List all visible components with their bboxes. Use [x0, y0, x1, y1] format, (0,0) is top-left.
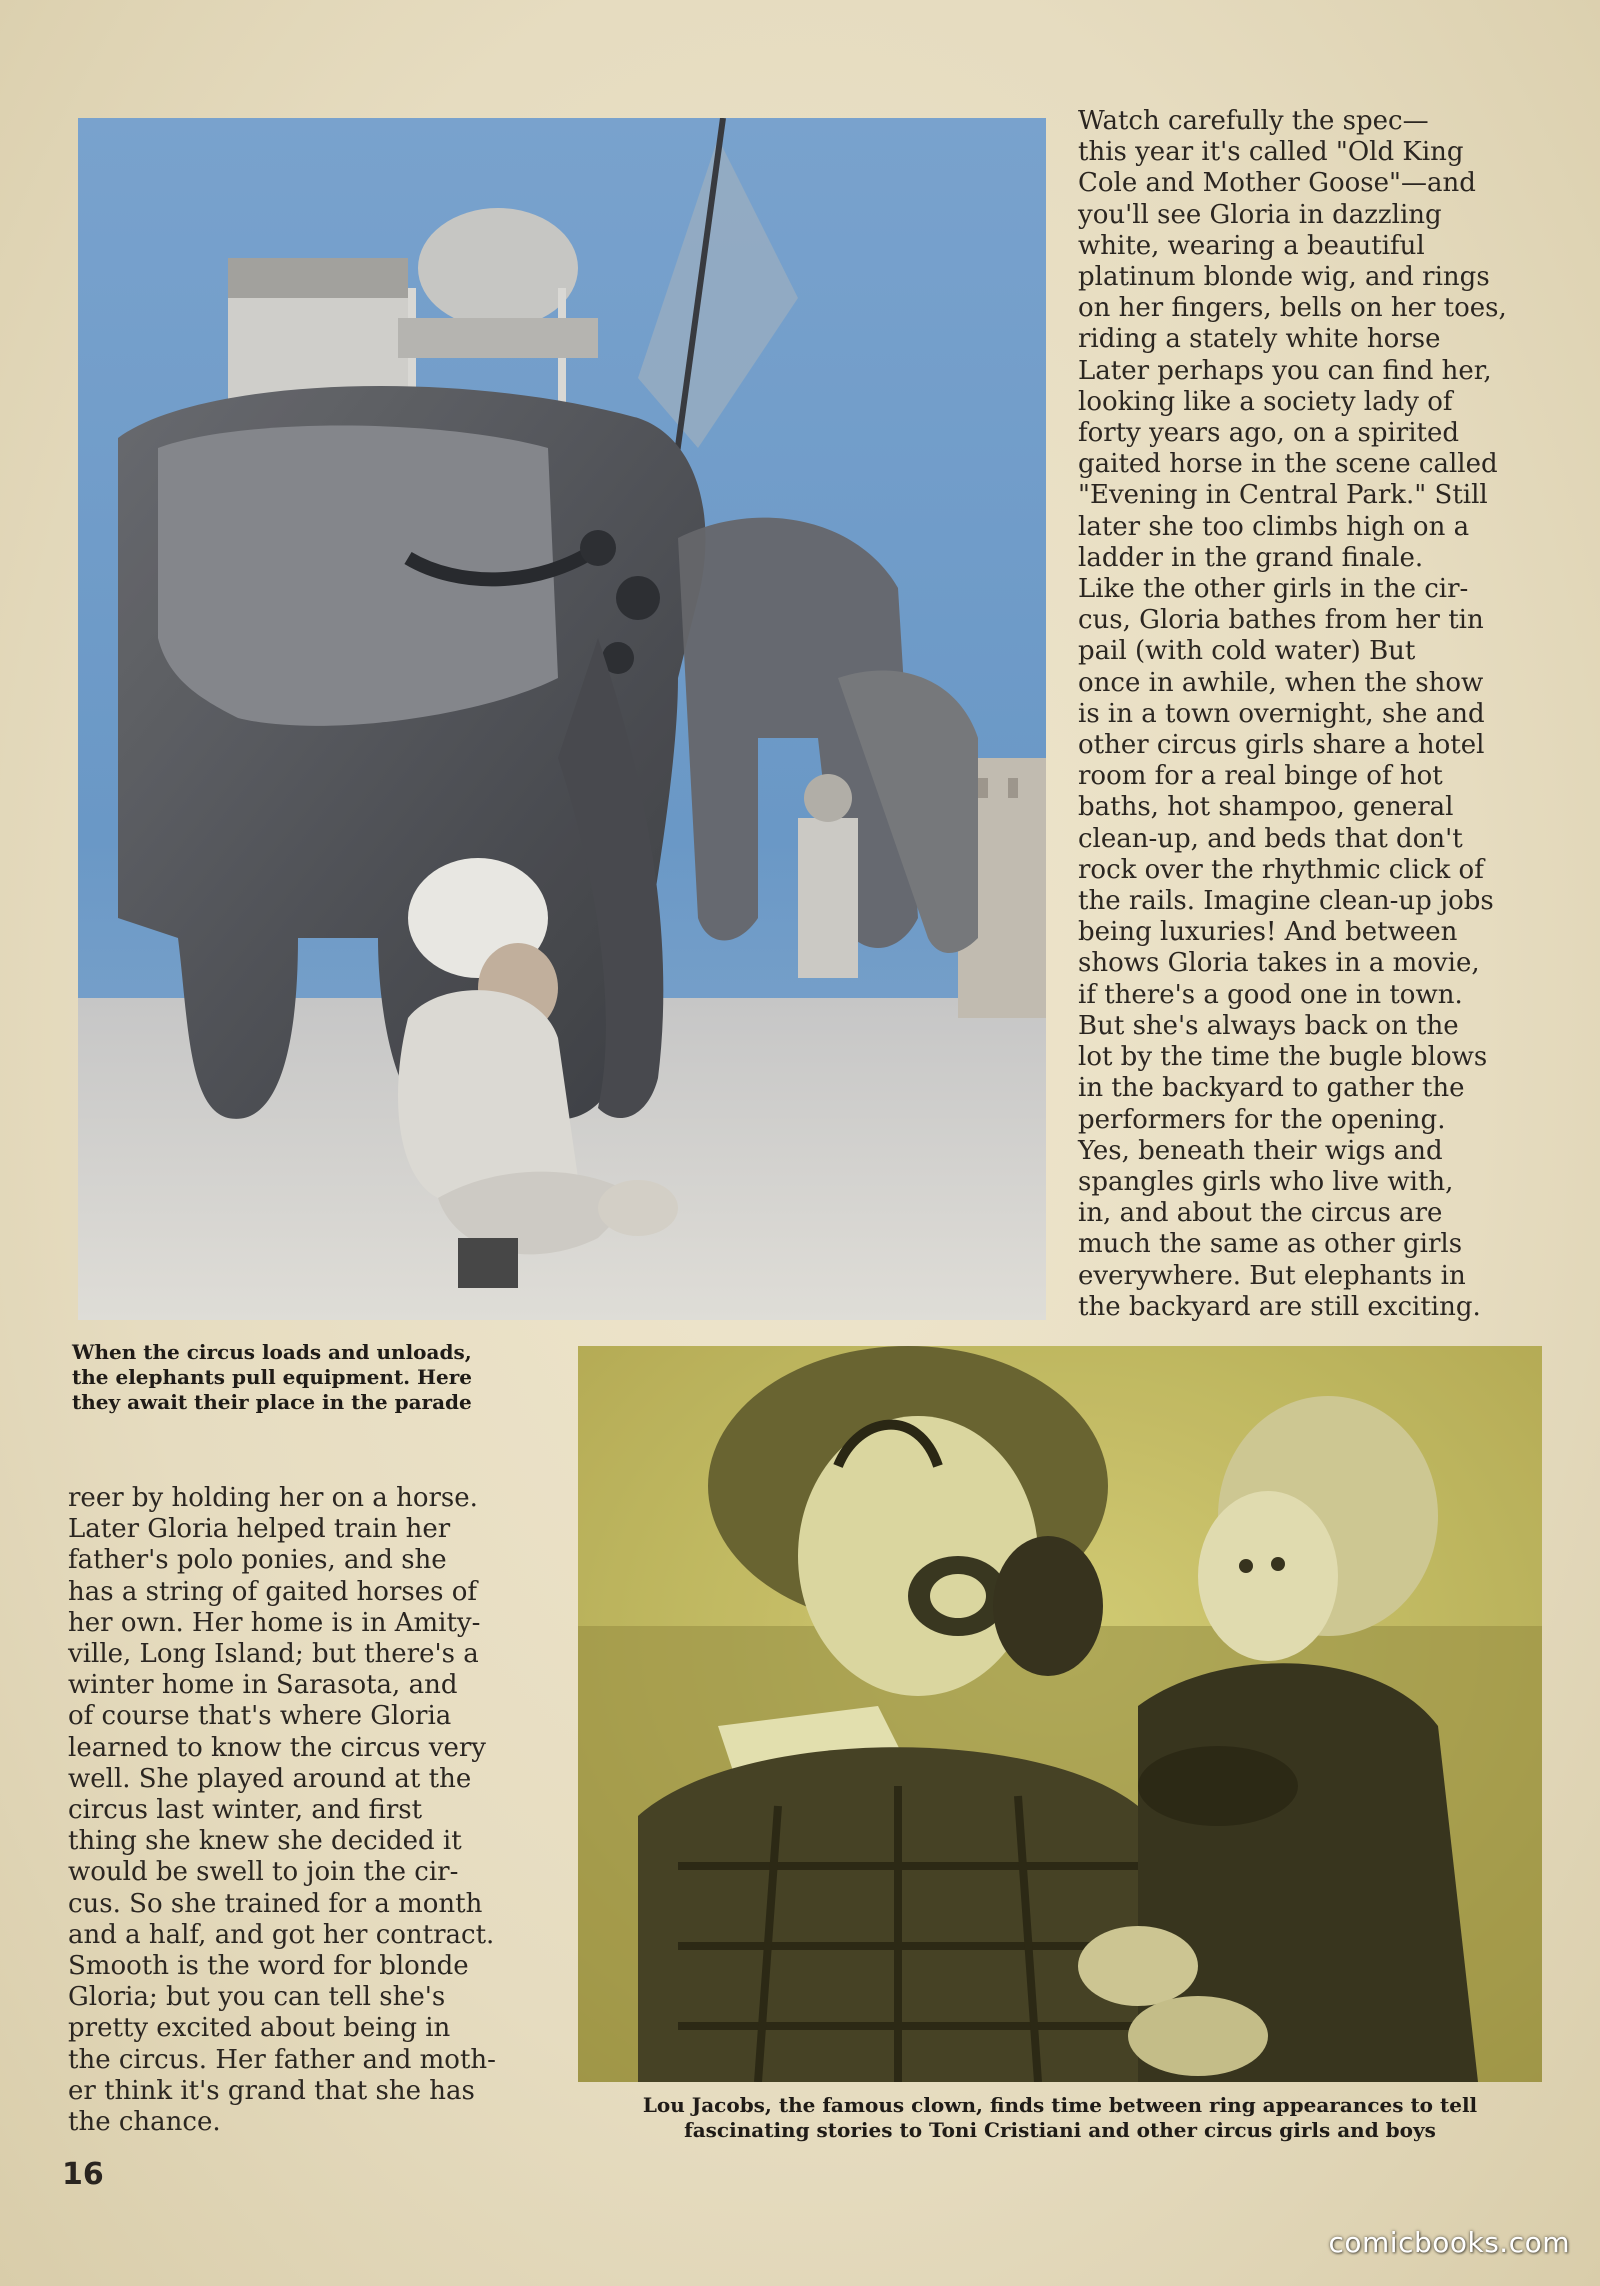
clown-photo-image [578, 1346, 1542, 2082]
right-text-column [1078, 106, 1548, 1323]
watermark-text: comicbooks.com [1328, 2226, 1570, 2259]
paragraph-gloria-background: reer by holding her on a horse. Later Gloria helped train her father's polo ponies, and she has a string of gaited horses of her own. Her home is in Amity- ville, Long Island; but there's a winter home in Sarasota, and of course that's where Gloria learned to know the circus very well. She played around at the circus last winter, and first thing she knew she decided it would be swell to join the cir- cus. So she trained for a month and a half, and got her contract. Smooth is the word for blonde Gloria; but you can tell she's pretty excited about being in the circus. Her father and moth- er think it's grand that she has the chance. [68, 1483, 496, 2138]
paragraph-bathing: Like the other girls in the cir- cus, Gloria bathes from her tin pail (with cold water) But once in awhile, when the show is in a town overnight, she and other circus girls share a hotel room for a real binge of hot baths, hot shampoo, general clean-up, and beds that don't rock over the rhythmic click of the rails. Imagine clean-up jobs being luxuries! And between shows Gloria takes in a movie, if there's a good one in town. But she's always back on the lot by the time the bugle blows in the backyard to gather the performers for the opening. [1078, 574, 1494, 1135]
elephants-photo-image [78, 118, 1046, 1320]
page-number: 16 [62, 2157, 104, 2192]
clown-caption: Lou Jacobs, the famous clown, finds time between ring appearances to tell fascinating stories to Toni Cristiani and other circus girls and boys [642, 2093, 1478, 2142]
elephants-photo [78, 118, 1046, 1320]
elephants-caption: When the circus loads and unloads, the elephants pull equipment. Here they await their place in the parade [72, 1340, 472, 1414]
paragraph-conclusion: Yes, beneath their wigs and spangles girls who live with, in, and about the circus are much the same as other girls everywhere. But elephants in the backyard are still exciting. [1078, 1135, 1481, 1322]
clown-photo [578, 1346, 1542, 2082]
left-text-column [68, 1483, 530, 2138]
paragraph-spec: Watch carefully the spec— this year it's called "Old King Cole and Mother Goose"—and you'll see Gloria in dazzling white, wearing a beautiful platinum blonde wig, and rings on her fingers, bells on her toes, riding a stately white horse Later perhaps you can find her, looking like a society lady of forty years ago, on a spirited gaited horse in the scene called "Evening in Central Park." Still later she too climbs high on a ladder in the grand finale. [1078, 106, 1507, 573]
